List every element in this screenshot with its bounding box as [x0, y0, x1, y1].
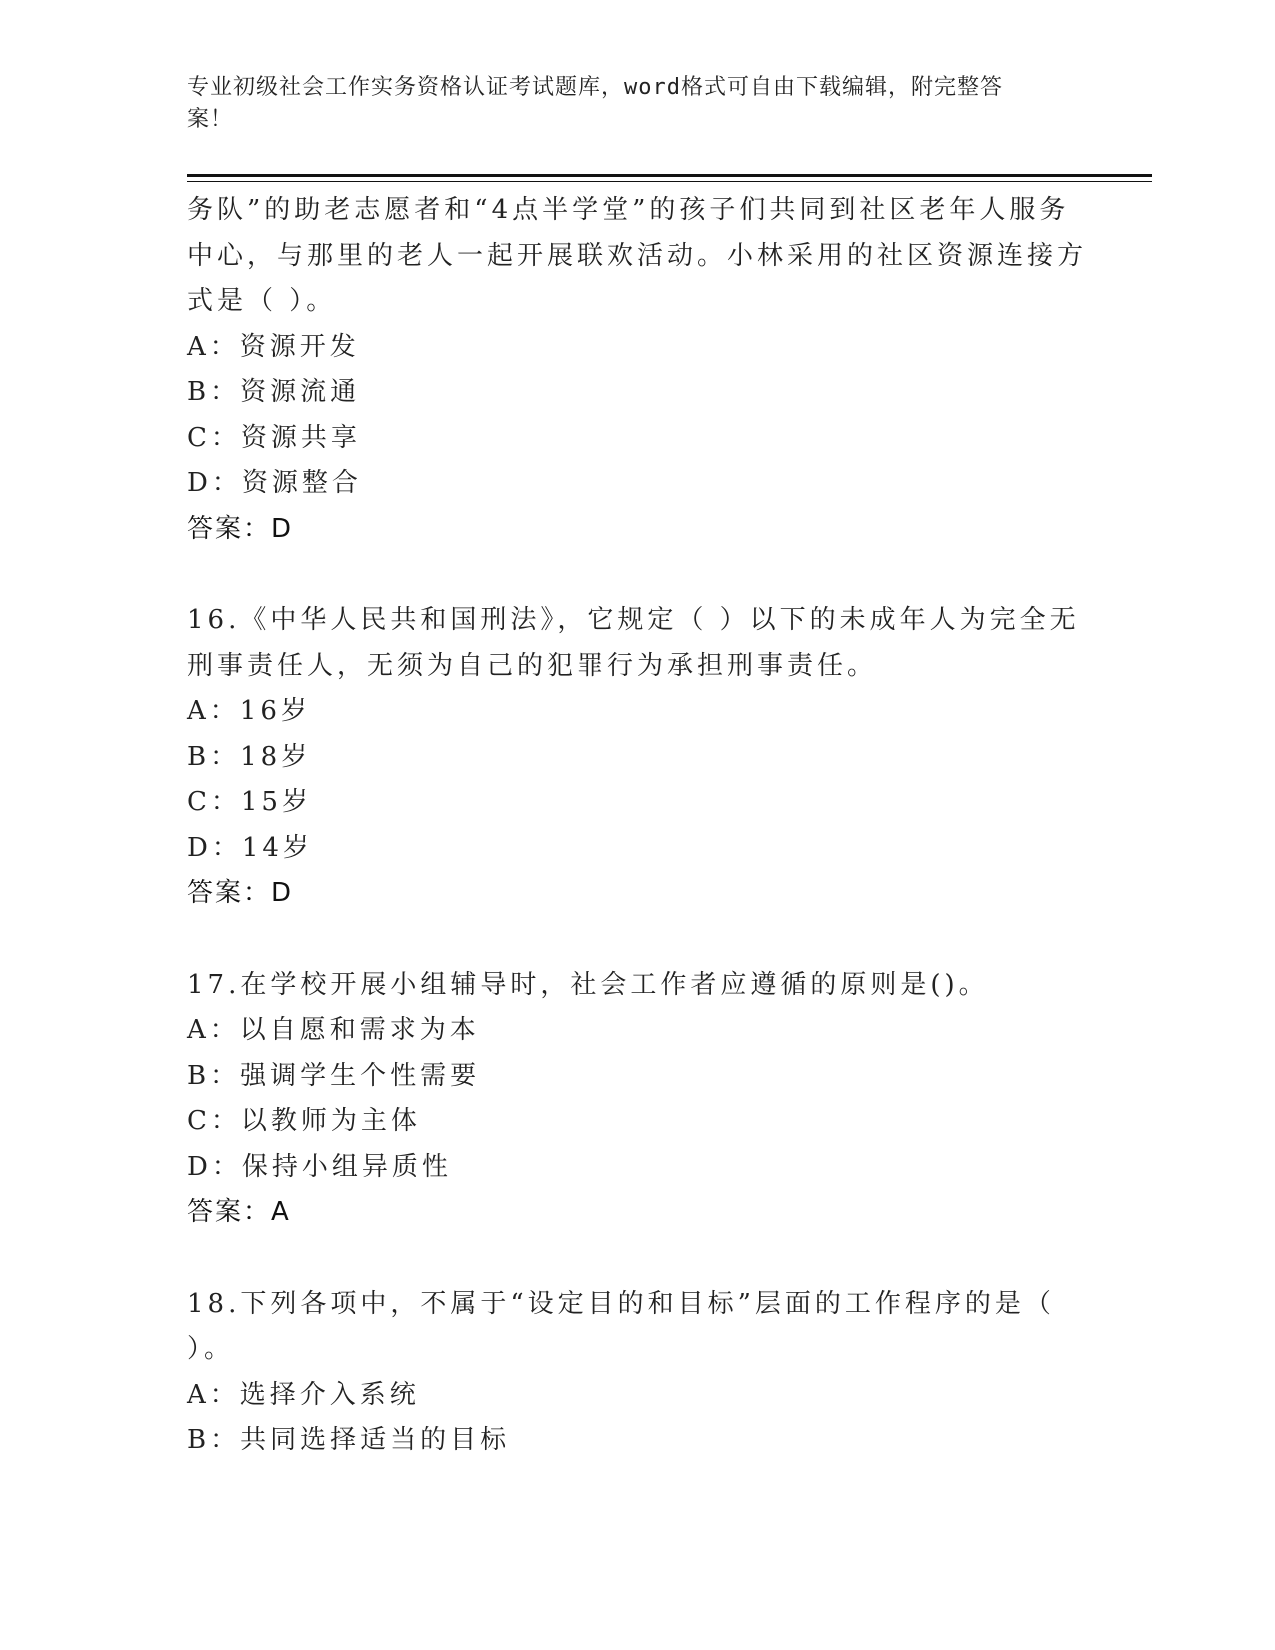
- question-16: [187, 598, 1087, 917]
- question-stem-line: 务队”的助老志愿者和“4点半学堂”的孩子们共同到社区老年人服务: [187, 195, 1070, 225]
- question-stem-line: 17.在学校开展小组辅导时，社会工作者应遵循的原则是()。: [187, 969, 989, 1000]
- option-c: C：资源共享: [187, 422, 361, 453]
- option-b: B：共同选择适当的目标: [187, 1425, 511, 1455]
- option-a: A：以自愿和需求为本: [187, 1015, 480, 1045]
- answer-line: 答案：A: [187, 1197, 291, 1227]
- option-c: C：15岁: [187, 787, 312, 817]
- document-header: [187, 72, 1067, 136]
- answer-line: 答案：D: [187, 513, 294, 544]
- question-18: [187, 1282, 1087, 1464]
- option-a: A：16岁: [187, 696, 311, 726]
- option-d: D：资源整合: [187, 468, 362, 498]
- header-line-1: 专业初级社会工作实务资格认证考试题库，word格式可自由下载编辑，附完整答: [187, 75, 1003, 100]
- header-divider-thick: [187, 174, 1152, 177]
- spacer: [187, 552, 1087, 598]
- spacer: [187, 1236, 1087, 1282]
- question-stem-line: 16.《中华人民共和国刑法》，它规定（ ）以下的未成年人为完全无: [187, 605, 1080, 635]
- option-c: C：以教师为主体: [187, 1106, 421, 1136]
- header-line-2: 案！: [187, 107, 234, 132]
- question-list: [187, 188, 1087, 1464]
- question-stem-line: 中心，与那里的老人一起开展联欢活动。小林采用的社区资源连接方: [187, 240, 1088, 271]
- question-stem-line: ）。: [187, 1334, 235, 1364]
- spacer: [187, 917, 1087, 963]
- option-b: B：资源流通: [187, 377, 361, 407]
- option-a: A：资源开发: [187, 331, 360, 362]
- question-stem-line: 式是（ ）。: [187, 286, 337, 316]
- option-b: B：18岁: [187, 741, 312, 772]
- question-15: [187, 188, 1087, 552]
- question-stem-line: 刑事责任人，无须为自己的犯罪行为承担刑事责任。: [187, 650, 878, 681]
- header-divider-thin: [187, 181, 1152, 182]
- option-b: B：强调学生个性需要: [187, 1060, 481, 1091]
- answer-line: 答案：D: [187, 878, 294, 908]
- option-a: A：选择介入系统: [187, 1379, 420, 1410]
- option-d: D：保持小组异质性: [187, 1151, 452, 1182]
- question-stem-line: 18.下列各项中，不属于“设定目的和目标”层面的工作程序的是（: [187, 1288, 1055, 1319]
- question-17: [187, 963, 1087, 1236]
- option-d: D：14岁: [187, 832, 313, 863]
